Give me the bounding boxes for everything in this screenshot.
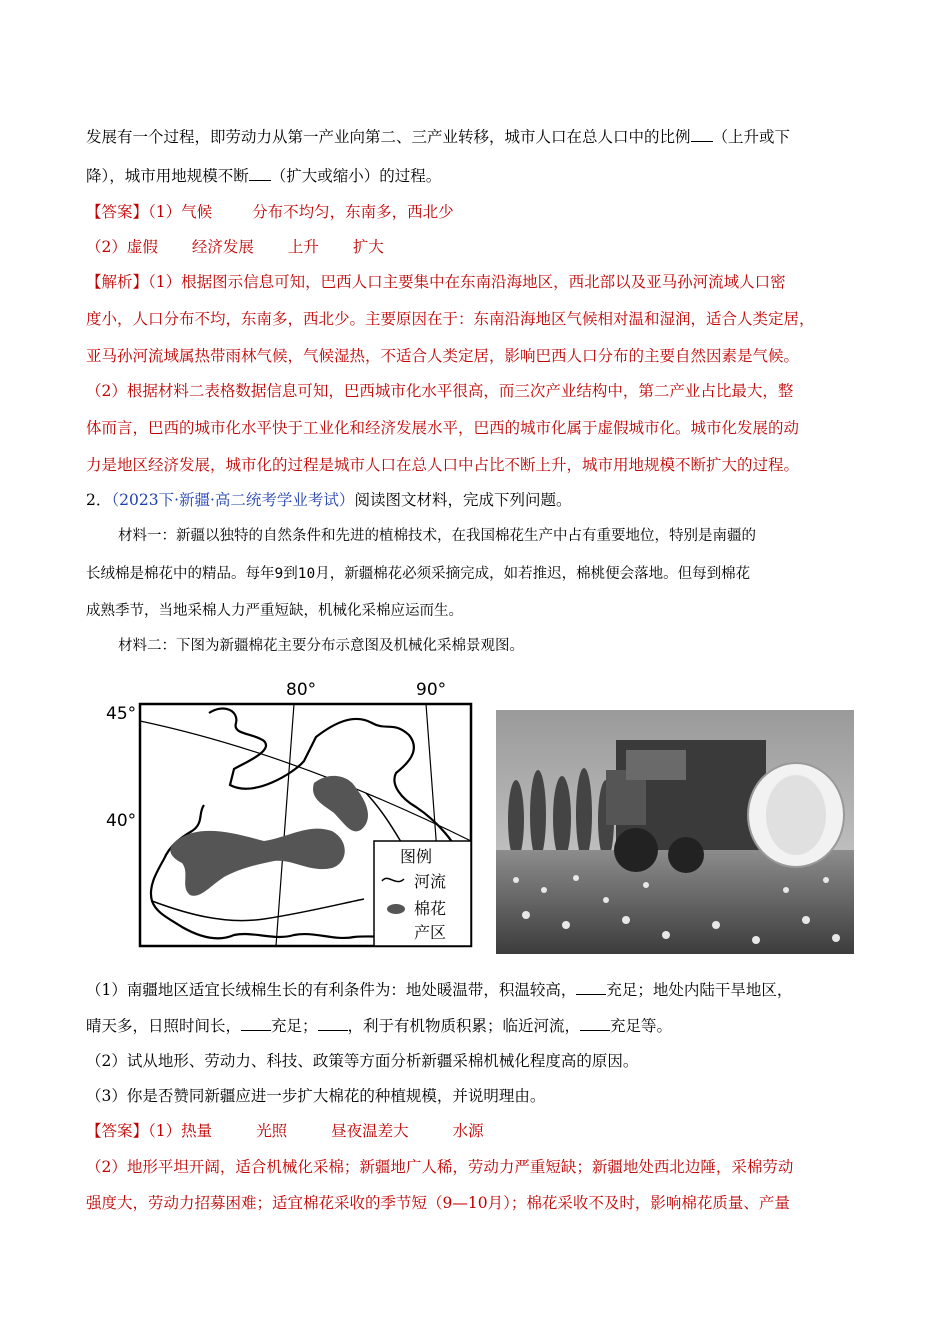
legend-title: 图例 bbox=[400, 847, 433, 866]
analysis-line: （2）根据材料二表格数据信息可知，巴西城市化水平很高，而三次产业结构中，第二产业占比最大，整 bbox=[86, 382, 794, 400]
subquestion-line: （3）你是否赞同新疆应进一步扩大棉花的种植规模，并说明理由。 bbox=[86, 1087, 546, 1105]
analysis-line: 体而言，巴西的城市化水平快于工业化和经济发展水平，巴西的城市化属于虚假城市化。城市化发展的动 bbox=[86, 419, 800, 437]
lon-label-80: 80° bbox=[286, 680, 317, 700]
analysis-line: 【解析】（1）根据图示信息可知，巴西人口主要集中在东南沿海地区，西北部以及亚马孙河流域人口密 bbox=[86, 273, 786, 291]
material-line: 长绒棉是棉花中的精品。每年9到10月，新疆棉花必须采摘完成，如若推迟，棉桃便会落地。但每到棉花 bbox=[86, 566, 751, 582]
subquestion-line: （1）南疆地区适宜长绒棉生长的有利条件为：地处暖温带，积温较高， 充足；地处内陆干旱地区， bbox=[86, 981, 793, 999]
answer-line: 【答案】（1）热量 光照 昼夜温差大 水源 bbox=[86, 1122, 484, 1140]
question-source: （2023下·新疆·高二统考学业考试） bbox=[111, 491, 355, 509]
legend-cotton-symbol bbox=[387, 904, 405, 914]
legend-cotton-label: 产区 bbox=[414, 923, 447, 942]
blank-underline bbox=[241, 1016, 271, 1031]
analysis-line: 力是地区经济发展，城市化的过程是城市人口在总人口中占比不断上升，城市用地规模不断扩大的过程。 bbox=[86, 456, 800, 474]
xinjiang-cotton-map bbox=[104, 673, 484, 958]
question-header: 2．（2023下·新疆·高二统考学业考试）阅读图文材料，完成下列问题。 bbox=[86, 491, 572, 509]
answer-line: （2）地形平坦开阔，适合机械化采棉；新疆地广人稀，劳动力严重短缺；新疆地处西北边陲，采棉劳动 bbox=[86, 1158, 794, 1176]
answer-line: （2）虚假 经济发展 上升 扩大 bbox=[86, 238, 384, 256]
analysis-line: 亚马孙河流域属热带雨林气候，气候湿热，不适合人类定居，影响巴西人口分布的主要自然因素是气候。 bbox=[86, 347, 800, 365]
analysis-line: 度小，人口分布不均，东南多，西北少。主要原因在于：东南沿海地区气候相对温和湿润，适合人类定居， bbox=[86, 310, 815, 328]
lat-label-40: 40° bbox=[106, 811, 137, 831]
blank-underline bbox=[318, 1016, 348, 1031]
subquestion-line: （2）试从地形、劳动力、科技、政策等方面分析新疆采棉机械化程度高的原因。 bbox=[86, 1052, 639, 1070]
lat-label-45: 45° bbox=[106, 704, 137, 724]
material-line: 材料二：下图为新疆棉花主要分布示意图及机械化采棉景观图。 bbox=[118, 638, 524, 654]
blank-underline bbox=[576, 980, 606, 995]
material-line: 材料一：新疆以独特的自然条件和先进的植棉技术，在我国棉花生产中占有重要地位，特别是南疆的 bbox=[118, 528, 756, 544]
answer-line: 【答案】（1）气候 分布不均匀，东南多，西北少 bbox=[86, 203, 454, 221]
blank-underline bbox=[249, 166, 271, 181]
legend-cotton-label: 棉花 bbox=[414, 899, 447, 918]
subquestion-line: 晴天多，日照时间长， 充足； ，利于有机物质积累；临近河流， 充足等。 bbox=[86, 1017, 673, 1035]
text-line: 发展有一个过程，即劳动力从第一产业向第二、三产业转移，城市人口在总人口中的比例 （上升或下 bbox=[86, 128, 791, 146]
legend-river-label: 河流 bbox=[414, 872, 447, 891]
answer-line: 强度大，劳动力招募困难；适宜棉花采收的季节短（9—10月）；棉花采收不及时，影响棉花质量、产量 bbox=[86, 1194, 790, 1212]
material-line: 成熟季节，当地采棉人力严重短缺，机械化采棉应运而生。 bbox=[86, 603, 463, 619]
text-line: 降），城市用地规模不断 （扩大或缩小）的过程。 bbox=[86, 167, 442, 185]
blank-underline bbox=[691, 127, 713, 142]
cotton-harvester-photo bbox=[496, 710, 854, 954]
lon-label-90: 90° bbox=[416, 680, 447, 700]
blank-underline bbox=[580, 1016, 610, 1031]
